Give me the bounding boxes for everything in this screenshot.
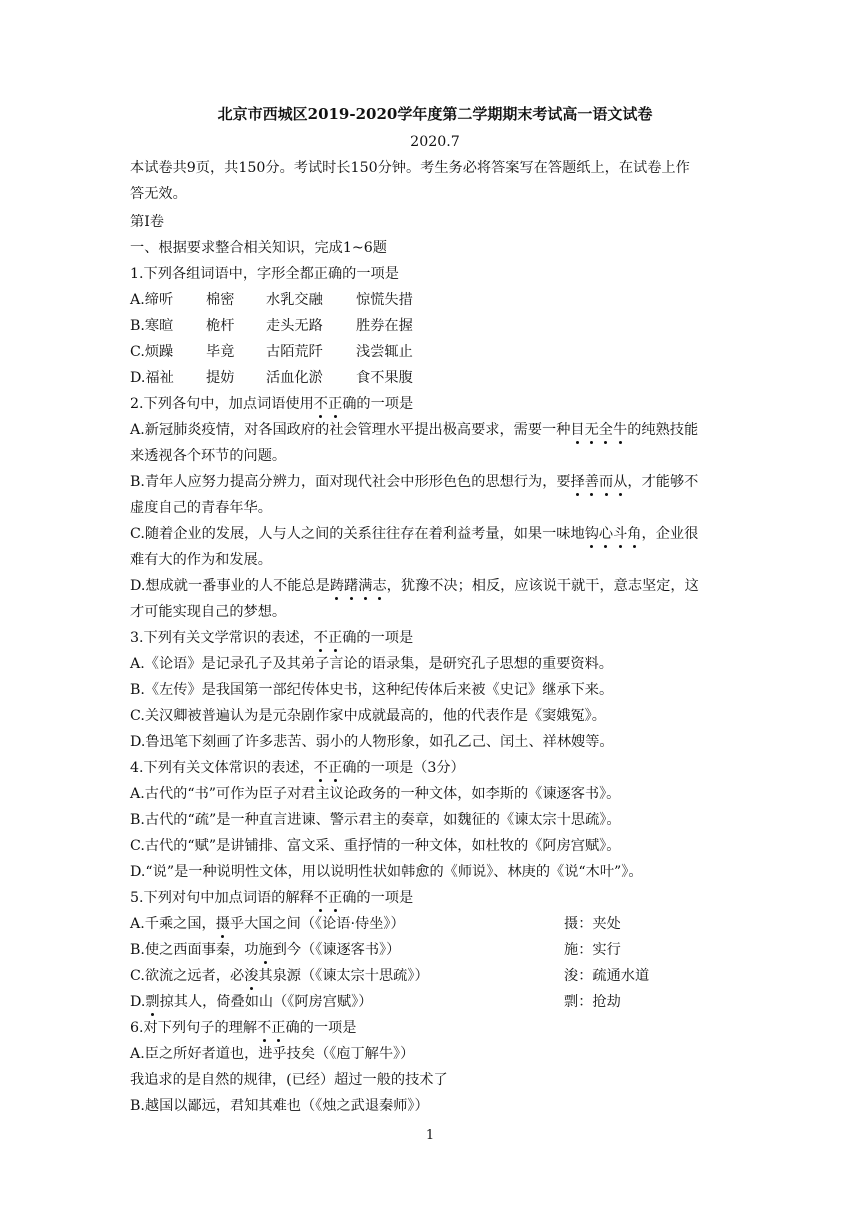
q1-stem: 1.下列各组词语中，字形全都正确的一项是 — [130, 266, 399, 282]
q4-stem: 4.下列有关文体常识的表述，不正确的一项是（3分） — [130, 760, 465, 776]
q2-stem: 2.下列各句中，加点词语使用不正确的一项是 — [130, 396, 414, 412]
q3-option-d: D.鲁迅笔下刻画了许多悲苦、弱小的人物形象，如孔乙己、闰土、祥林嫂等。 — [130, 734, 614, 750]
intro-line-2: 答无效。 — [130, 186, 187, 202]
q4-option-b: B.古代的“疏”是一种直言进谏、警示君主的奏章，如魏征的《谏太宗十思疏》。 — [130, 812, 621, 828]
q3-option-c: C.关汉卿被普遍认为是元杂剧作家中成就最高的，他的代表作是《窦娥冤》。 — [130, 708, 606, 724]
exam-date: 2020.7 — [410, 134, 460, 150]
q5-stem: 5.下列对句中加点词语的解释不正确的一项是 — [130, 890, 414, 906]
q2-option-c-line-1: C.随着企业的发展，人与人之间的关系往往存在着利益考量，如果一味地钩心斗角，企业很 — [130, 526, 699, 542]
q6-stem: 6.对下列句子的理解不正确的一项是 — [130, 1020, 357, 1036]
q2-option-a-line-2: 来透视各个环节的问题。 — [130, 448, 287, 464]
q2-option-a-line-1: A.新冠肺炎疫情，对各国政府的社会管理水平提出极高要求，需要一种目无全牛的纯熟技能 — [130, 422, 699, 438]
q2-option-b-line-2: 虚度自己的青春年华。 — [130, 500, 272, 516]
page-number: 1 — [425, 1128, 435, 1143]
q6-option-b: B.越国以鄙远，君知其难也（《烛之武退秦师》） — [130, 1098, 429, 1114]
intro-line-1: 本试卷共9页，共150分。考试时长150分钟。考生务必将答案写在答题纸上，在试卷上作 — [130, 160, 690, 176]
q2-option-b-line-1: B.青年人应努力提高分辨力，面对现代社会中形形色色的思想行为，要择善而从，才能够不 — [130, 474, 699, 490]
q2-option-d-line-1: D.想成就一番事业的人不能总是踌躇满志，犹豫不决；相反，应该说干就干，意志坚定，这 — [130, 578, 699, 594]
q5-gloss-c: 浚：疏通水道 — [564, 968, 650, 984]
section-heading: 一、根据要求整合相关知识，完成1~6题 — [130, 240, 387, 256]
q5-option-b: B.使之西面事秦，功施到今（《谏逐客书》） — [130, 942, 401, 958]
q4-option-d: D.“说”是一种说明性文体，用以说明性状如韩愈的《师说》、林庚的《说“木叶”》。 — [130, 864, 643, 880]
q1-option-c: C.烦躁 毕竟 古陌荒阡 浅尝辄止 — [130, 344, 413, 360]
q3-option-a: A.《论语》是记录孔子及其弟子言论的语录集，是研究孔子思想的重要资料。 — [130, 656, 613, 672]
q5-option-d: D.剽掠其人，倚叠如山（《阿房宫赋》） — [130, 994, 373, 1010]
q5-gloss-a: 摄：夹处 — [564, 916, 621, 932]
q6-option-a: A.臣之所好者道也，进乎技矣（《庖丁解牛》） — [130, 1046, 415, 1062]
q1-option-b: B.寒暄 桅杆 走头无路 胜券在握 — [130, 318, 413, 334]
q2-option-d-line-2: 才可能实现自己的梦想。 — [130, 604, 287, 620]
exam-title: 北京市西城区2019-2020学年度第二学期期末考试高一语文试卷 — [217, 105, 653, 123]
q5-option-a: A.千乘之国，摄乎大国之间（《论语·侍坐》） — [130, 916, 405, 932]
q2-option-c-line-2: 难有大的作为和发展。 — [130, 552, 272, 568]
q3-stem: 3.下列有关文学常识的表述，不正确的一项是 — [130, 630, 414, 646]
q5-gloss-d: 剽：抢劫 — [564, 994, 621, 1010]
q3-option-b: B.《左传》是我国第一部纪传体史书，这种纪传体后来被《史记》继承下来。 — [130, 682, 614, 698]
q5-gloss-b: 施：实行 — [564, 942, 621, 958]
part-heading: 第Ⅰ卷 — [130, 214, 164, 230]
q4-option-a: A.古代的“书”可作为臣子对君主议论政务的一种文体，如李斯的《谏逐客书》。 — [130, 786, 621, 802]
q4-option-c: C.古代的“赋”是讲铺排、富文采、重抒情的一种文体，如杜牧的《阿房宫赋》。 — [130, 838, 621, 854]
q1-option-a: A.缔听 棉密 水乳交融 惊慌失措 — [130, 292, 413, 308]
q1-option-d: D.福祉 提妨 活血化淤 食不果腹 — [130, 370, 413, 386]
q6-option-a-translation: 我追求的是自然的规律，(已经）超过一般的技术了 — [130, 1072, 448, 1088]
q5-option-c: C.欲流之远者，必浚其泉源（《谏太宗十思疏》） — [130, 968, 429, 984]
